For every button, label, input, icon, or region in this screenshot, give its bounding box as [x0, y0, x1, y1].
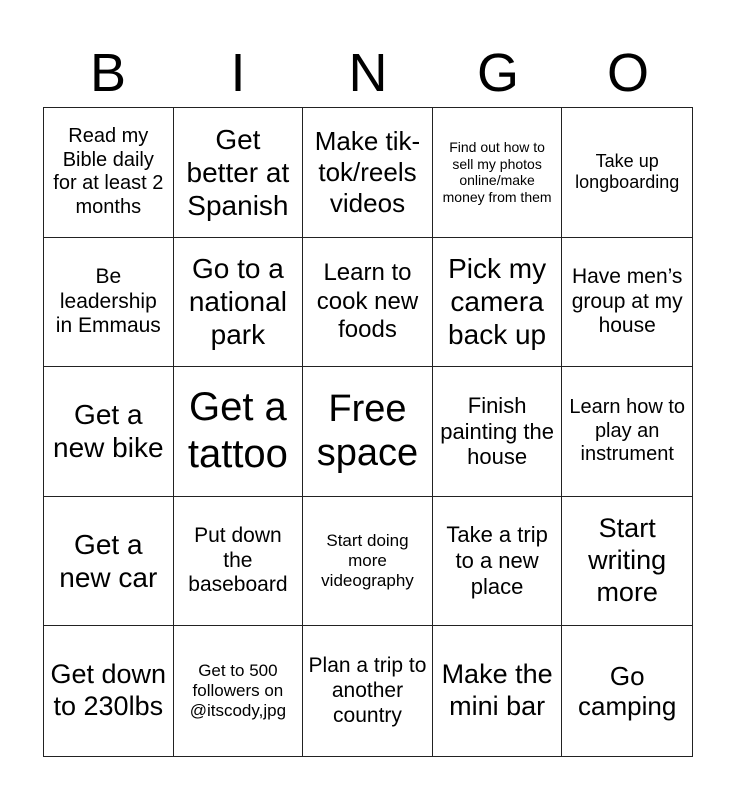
bingo-cell[interactable]: [44, 108, 174, 238]
cell-text: Free space: [316, 387, 419, 475]
cell-text: Pick my camera back up: [448, 253, 547, 351]
cell-text: Find out how to sell my photos online/make money from them: [442, 139, 552, 205]
bingo-cell[interactable]: [303, 108, 433, 238]
bingo-cell[interactable]: [303, 238, 433, 368]
cell-text: Read my Bible daily for at least 2 months: [53, 125, 164, 218]
bingo-cell[interactable]: [433, 497, 563, 627]
cell-text: Get down to 230lbs: [50, 659, 167, 722]
bingo-cell[interactable]: [174, 238, 304, 368]
bingo-cell[interactable]: [303, 497, 433, 627]
cell-text: Go camping: [578, 660, 677, 722]
cell-text: Make the mini bar: [441, 659, 553, 722]
bingo-cell[interactable]: [303, 626, 433, 756]
cell-text: Take a trip to a new place: [446, 522, 548, 600]
bingo-cell[interactable]: [433, 626, 563, 756]
bingo-board: [43, 107, 693, 757]
header-letter-b: B: [89, 43, 127, 103]
cell-text: Start writing more: [588, 513, 667, 608]
bingo-cell[interactable]: [44, 367, 174, 497]
bingo-cell[interactable]: [174, 108, 304, 238]
bingo-cell[interactable]: [44, 238, 174, 368]
cell-text: Learn to cook new foods: [316, 259, 419, 344]
cell-text: Get a new car: [59, 529, 158, 594]
header-letter-i: I: [230, 43, 246, 103]
free-space-cell[interactable]: [303, 367, 433, 497]
cell-text: Get a new bike: [53, 399, 164, 464]
cell-text: Put down the baseboard: [188, 523, 288, 597]
cell-text: Get to 500 followers on @itscody,jpg: [189, 661, 287, 721]
cell-text: Get a tattoo: [187, 385, 288, 477]
header-letter-o: O: [606, 43, 649, 103]
bingo-cell[interactable]: [562, 238, 692, 368]
bingo-cell[interactable]: [433, 238, 563, 368]
bingo-cell[interactable]: [174, 626, 304, 756]
cell-text: Start doing more videography: [321, 531, 414, 591]
cell-text: Be leadership in Emmaus: [55, 264, 161, 338]
bingo-cell[interactable]: [562, 367, 692, 497]
bingo-cell[interactable]: [44, 497, 174, 627]
cell-text: Get better at Spanish: [186, 123, 290, 221]
header-letter-g: G: [476, 43, 519, 103]
cell-text: Take up longboarding: [575, 151, 680, 193]
cell-text: Finish painting the house: [440, 392, 554, 470]
cell-text: Make tik-tok/reels videos: [314, 126, 421, 218]
header-letter-n: N: [348, 43, 388, 103]
bingo-cell[interactable]: [174, 497, 304, 627]
cell-text: Learn how to play an instrument: [569, 396, 686, 466]
bingo-cell[interactable]: [44, 626, 174, 756]
bingo-cell[interactable]: [433, 108, 563, 238]
bingo-cell[interactable]: [562, 497, 692, 627]
cell-text: Plan a trip to another country: [308, 654, 427, 727]
bingo-cell[interactable]: [562, 626, 692, 756]
cell-text: Have men’s group at my house: [571, 264, 683, 338]
bingo-cell[interactable]: [562, 108, 692, 238]
bingo-cell[interactable]: [433, 367, 563, 497]
bingo-header: [43, 40, 693, 106]
cell-text: Go to a national park: [188, 253, 287, 351]
bingo-cell[interactable]: [174, 367, 304, 497]
